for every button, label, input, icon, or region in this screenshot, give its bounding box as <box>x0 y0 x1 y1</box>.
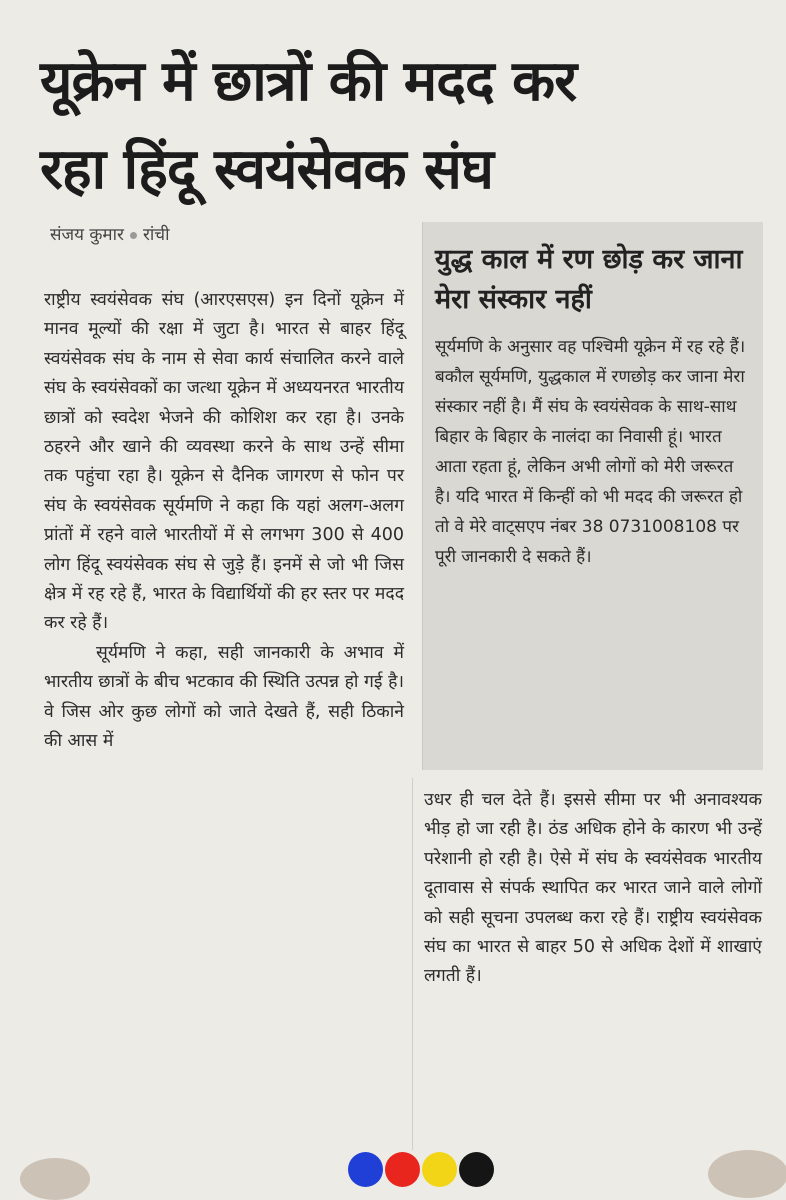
registration-dot-black <box>459 1152 494 1187</box>
registration-dot-blue <box>348 1152 383 1187</box>
byline <box>50 222 170 245</box>
sidebar-body: सूर्यमणि के अनुसार वह पश्चिमी यूक्रेन में रह रहे हैं। बकौल सूर्यमणि, युद्धकाल में रणछोड़ कर जाना मेरा संस्कार नहीं है। मैं संघ के स्वयंसेवक के साथ-साथ बिहार के बिहार के नालंदा का निवासी हूं। भारत आता रहता हूं, लेकिन अभी लोगों को मेरी जरूरत है। यदि भारत में किन्हीं को भी मदद की जरूरत हो तो वे मेरे वाट्सएप नंबर 38 0731008108 पर पूरी जानकारी दे सकते हैं। <box>435 337 746 567</box>
registration-dot-yellow <box>422 1152 457 1187</box>
paper-stain-right <box>708 1150 786 1198</box>
left-paragraph-1: राष्ट्रीय स्वयंसेवक संघ (आरएसएस) इन दिनों यूक्रेन में मानव मूल्यों की रक्षा में जुटा है। भारत से बाहर हिंदू स्वयंसेवक संघ के नाम से सेवा कार्य संचालित करने वाले संघ के स्वयंसेवकों का जत्था यूक्रेन में अध्ययनरत भारतीय छात्रों को स्वदेश भेजने की कोशिश कर रहा है। उनके ठहरने और खाने की व्यवस्था करने के साथ उन्हें सीमा तक पहुंचा रहा है। यूक्रेन से दैनिक जागरण से फोन पर संघ के स्वयंसेवक सूर्यमणि ने कहा कि यहां अलग-अलग प्रांतों में रहने वाले भारतीयों में से लगभग 300 से 400 लोग हिंदू स्वयंसेवक संघ से जुड़े हैं। इनमें से जो भी जिस क्षेत्र में रह रहे हैं, भारत के विद्यार्थियों की हर स्तर पर मदद कर रहे हैं। <box>44 290 404 634</box>
byline-place: रांची <box>142 225 170 245</box>
registration-dot-red <box>385 1152 420 1187</box>
headline-line-1: यूक्रेन में छात्रों की मदद कर <box>40 49 577 114</box>
byline-separator-dot <box>130 232 137 239</box>
sidebar-box <box>422 222 763 770</box>
column-divider <box>412 778 413 1150</box>
headline <box>40 38 760 214</box>
byline-author: संजय कुमार <box>50 225 124 245</box>
paper-stain-left <box>20 1158 90 1200</box>
left-column <box>44 286 404 1146</box>
left-paragraph-2: सूर्यमणि ने कहा, सही जानकारी के अभाव में भारतीय छात्रों के बीच भटकाव की स्थिति उत्पन्न हो गई है। वे जिस ओर कुछ लोगों को जाते देखते हैं, सही ठिकाने की आस में <box>44 642 404 752</box>
headline-line-2: रहा हिंदू स्वयंसेवक संघ <box>40 137 493 202</box>
right-paragraph-1: उधर ही चल देते हैं। इससे सीमा पर भी अनावश्यक भीड़ हो जा रही है। ठंड अधिक होने के कारण भी उन्हें परेशानी हो रही है। ऐसे में संघ के स्वयंसेवक भारतीय दूतावास से संपर्क स्थापित कर भारत जाने वाले लोगों को सही सूचना उपलब्ध करा रहे हैं। राष्ट्रीय स्वयंसेवक संघ का भारत से बाहर 50 से अधिक देशों में शाखाएं लगती हैं। <box>424 790 762 987</box>
right-column <box>424 786 762 1146</box>
sidebar-heading: युद्ध काल में रण छोड़ कर जाना मेरा संस्कार नहीं <box>435 244 743 315</box>
registration-marks <box>348 1152 496 1188</box>
